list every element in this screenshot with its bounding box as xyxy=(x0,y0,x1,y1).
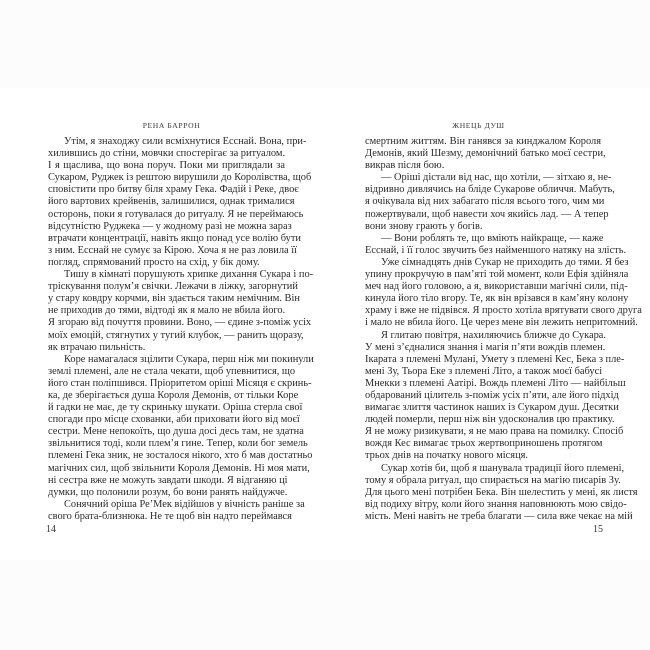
text-line: Тишу в кімнаті порушують хрипке дихання Сукара і по- xyxy=(64,269,314,281)
text-line: тріскування полум’я свічки. Лежачи в ліжку, загорнутий xyxy=(48,281,298,293)
text-line: звільнитися тоді, коли плем’я гине. Тепер, коли бог земель xyxy=(48,438,308,450)
text-line: думки, що полонили розум, бо вони ранять найдужче. xyxy=(48,486,288,498)
text-line: упину прокручую в пам’яті той момент, коли Ефія здійняла xyxy=(365,269,629,281)
text-line: спогади про місце схованки, аби приховати його від моєї xyxy=(48,414,300,426)
text-line: свого брата-близнюка. Не те щоб він надто переймався xyxy=(48,510,292,522)
text-line: й гадки не має, де ту скриньку шукати. Оріша стерла свої xyxy=(48,402,303,414)
text-line: людей померли, перш ніж він удосконалив цю практику. xyxy=(365,414,615,426)
text-line: храму і вже не підвівся. Я просто хотіла врятувати свого друга xyxy=(365,305,642,317)
text-line: Есснай, і її голос звучить без найменшого натяку на злість. xyxy=(365,244,627,256)
text-line: викрав після бою. xyxy=(365,160,445,172)
text-line: сповістити про битву біля храму Гека. Фадій і Реке, двоє xyxy=(48,184,299,196)
text-line: землі племені, але не стала чекати, щоб упевнитися, що xyxy=(48,365,296,377)
text-line: трьох днів на початку нового місяця. xyxy=(365,450,529,462)
text-line: у стару ковдру корчми, він здається таким немічним. Він xyxy=(48,293,300,305)
text-line: Мнекки з племені Аатірі. Вождь племені Літо — найбільш xyxy=(365,377,626,389)
text-line: осторонь, поки я готувалася до ритуалу. Я не переймаюсь xyxy=(48,208,304,220)
text-line: Коре намагалася зцілити Сукара, перш ніж ми покинули xyxy=(64,353,314,365)
running-head-author: РЕНА БАРРОН xyxy=(142,121,201,130)
text-line: відсутністю Руджека — у жодному разі не можна зараз xyxy=(48,220,292,232)
text-line: Сонячний оріша Ре’Мек відійшов у вічність раніше за xyxy=(64,498,305,510)
page-number: 15 xyxy=(593,524,603,535)
text-line: — Вони роблять те, що вміють найкраще, — каже xyxy=(381,232,604,244)
text-line: Демонів, який Шезму, демонічний батько моєї сестри, xyxy=(365,148,606,160)
body-text xyxy=(365,136,642,523)
text-line: Уже сімнадцять днів Сукар не приходить до тями. Я без xyxy=(381,256,629,268)
text-line: не приходив до тями, відтоді як я мало не вбила його. xyxy=(48,305,286,317)
text-line: Я не можу ризикувати, я не маю права на помилку. Спосіб xyxy=(365,426,624,438)
text-line: вимагає злиття частинок наших із Сукаром душ. Десятки xyxy=(365,402,619,414)
text-line: смертним життям. Він ганявся за кинджалом Короля xyxy=(365,136,601,147)
text-line: пожертвували, щоб навести хоч якийсь лад. — А тепер xyxy=(365,208,609,220)
text-line: відривно дивлячись на бліде Сукарове обличчя. Мабуть, xyxy=(365,184,615,196)
text-line: — Оріші дістали від нас, що хотіли, — зітхаю я, не- xyxy=(381,172,612,184)
body-text xyxy=(48,136,314,523)
text-line: моїх емоцій, стягнутих у тугий клубок, — ранить щоразу, xyxy=(48,329,304,341)
text-line: я очікувала від них забагато після всього того, чим ми xyxy=(365,196,605,208)
text-line: хилившись до стіни, мовчки спостерігає за ритуалом. xyxy=(48,148,286,160)
right-page xyxy=(325,0,650,650)
text-line: ні сестра вже не можуть завдати шкоди. Я відганяю ці xyxy=(48,474,288,486)
text-line: магічних сил, щоб звільнити Короля Демонів. Ні моя мати, xyxy=(48,462,310,474)
text-line: кинула його тіло вгору. Те, як він врізався в кам’яну колону xyxy=(365,293,629,305)
running-head-title: ЖНЕЦЬ ДУШ xyxy=(452,121,505,130)
page-number: 14 xyxy=(46,524,56,535)
text-line: тому я обрала ритуал, що спирається на магію писарів Зу. xyxy=(365,474,621,486)
text-line: від подиху вітру, коли його знання наповнюють мою свідо- xyxy=(365,498,627,510)
text-line: Сукар хотів би, щоб я шанувала традиції його племені, xyxy=(381,462,625,474)
text-line: Я глитаю повітря, нахиляючись ближче до Сукара. xyxy=(381,329,607,341)
text-line: вождя Кес вимагає трьох жертвоприношень протягом xyxy=(365,438,603,450)
text-line: обдарований цілитель з-поміж усіх п’яти, але його підхід xyxy=(365,389,619,401)
text-line: вони знову грають у богів. xyxy=(365,220,483,232)
text-line: мені Зу, Тьора Еке з племені Літо, а також моєї бабусі xyxy=(365,365,603,377)
text-line: його вартових крейвенів, залишилися, однак трималися xyxy=(48,196,295,208)
text-line: І я щаслива, що вона поруч. Поки ми приглядали за xyxy=(48,160,285,172)
text-line: погляд, спрямований просто на схід, у бік дому. xyxy=(48,256,260,268)
text-line: племені Гека зник, не зосталося нікого, хто б мав достатньо xyxy=(48,450,313,462)
text-line: меч над його головою, а я, використавши магічні сили, під- xyxy=(365,281,628,293)
text-line: як втрачаю пильність. xyxy=(48,341,146,353)
text-line: Ікарата з племені Мулані, Умету з племені Кес, Бека з пле- xyxy=(365,353,625,365)
text-line: Для цього мені потрібен Бека. Він шелестить у мені, як листя xyxy=(365,486,638,498)
text-line: У мені з’єдналися знання і магія п’яти вождів племен. xyxy=(365,341,606,353)
text-line: Сукаром, Руджек із рештою вирушили до Королівства, щоб xyxy=(48,172,312,184)
text-line: сестри. Мене непокоїть, що душа досі десь там, не здатна xyxy=(48,426,304,438)
text-line: і мало не вбила його. Це через мене він лежить непритомний. xyxy=(365,317,638,329)
text-line: його стан поліпшився. Пріоритетом оріші Місяця є скринь- xyxy=(48,377,312,389)
text-line: мість. Мені навіть не треба благати — сила вже чекає на мій xyxy=(365,510,633,522)
text-line: Утім, я знаходжу сили всміхнутися Есснай. Вона, при- xyxy=(64,136,307,147)
text-line: Я згораю від почуття провини. Воно, — єдине з-поміж усіх xyxy=(48,317,312,329)
text-line: втрачати концентрації, навіть якщо понад усе волію бути xyxy=(48,232,301,244)
text-line: ка, де зберігається душа Короля Демонів, от тільки Коре xyxy=(48,389,299,401)
text-line: з ним. Есснай не сумує за Кірою. Хоча я не раз ловила її xyxy=(48,244,297,256)
